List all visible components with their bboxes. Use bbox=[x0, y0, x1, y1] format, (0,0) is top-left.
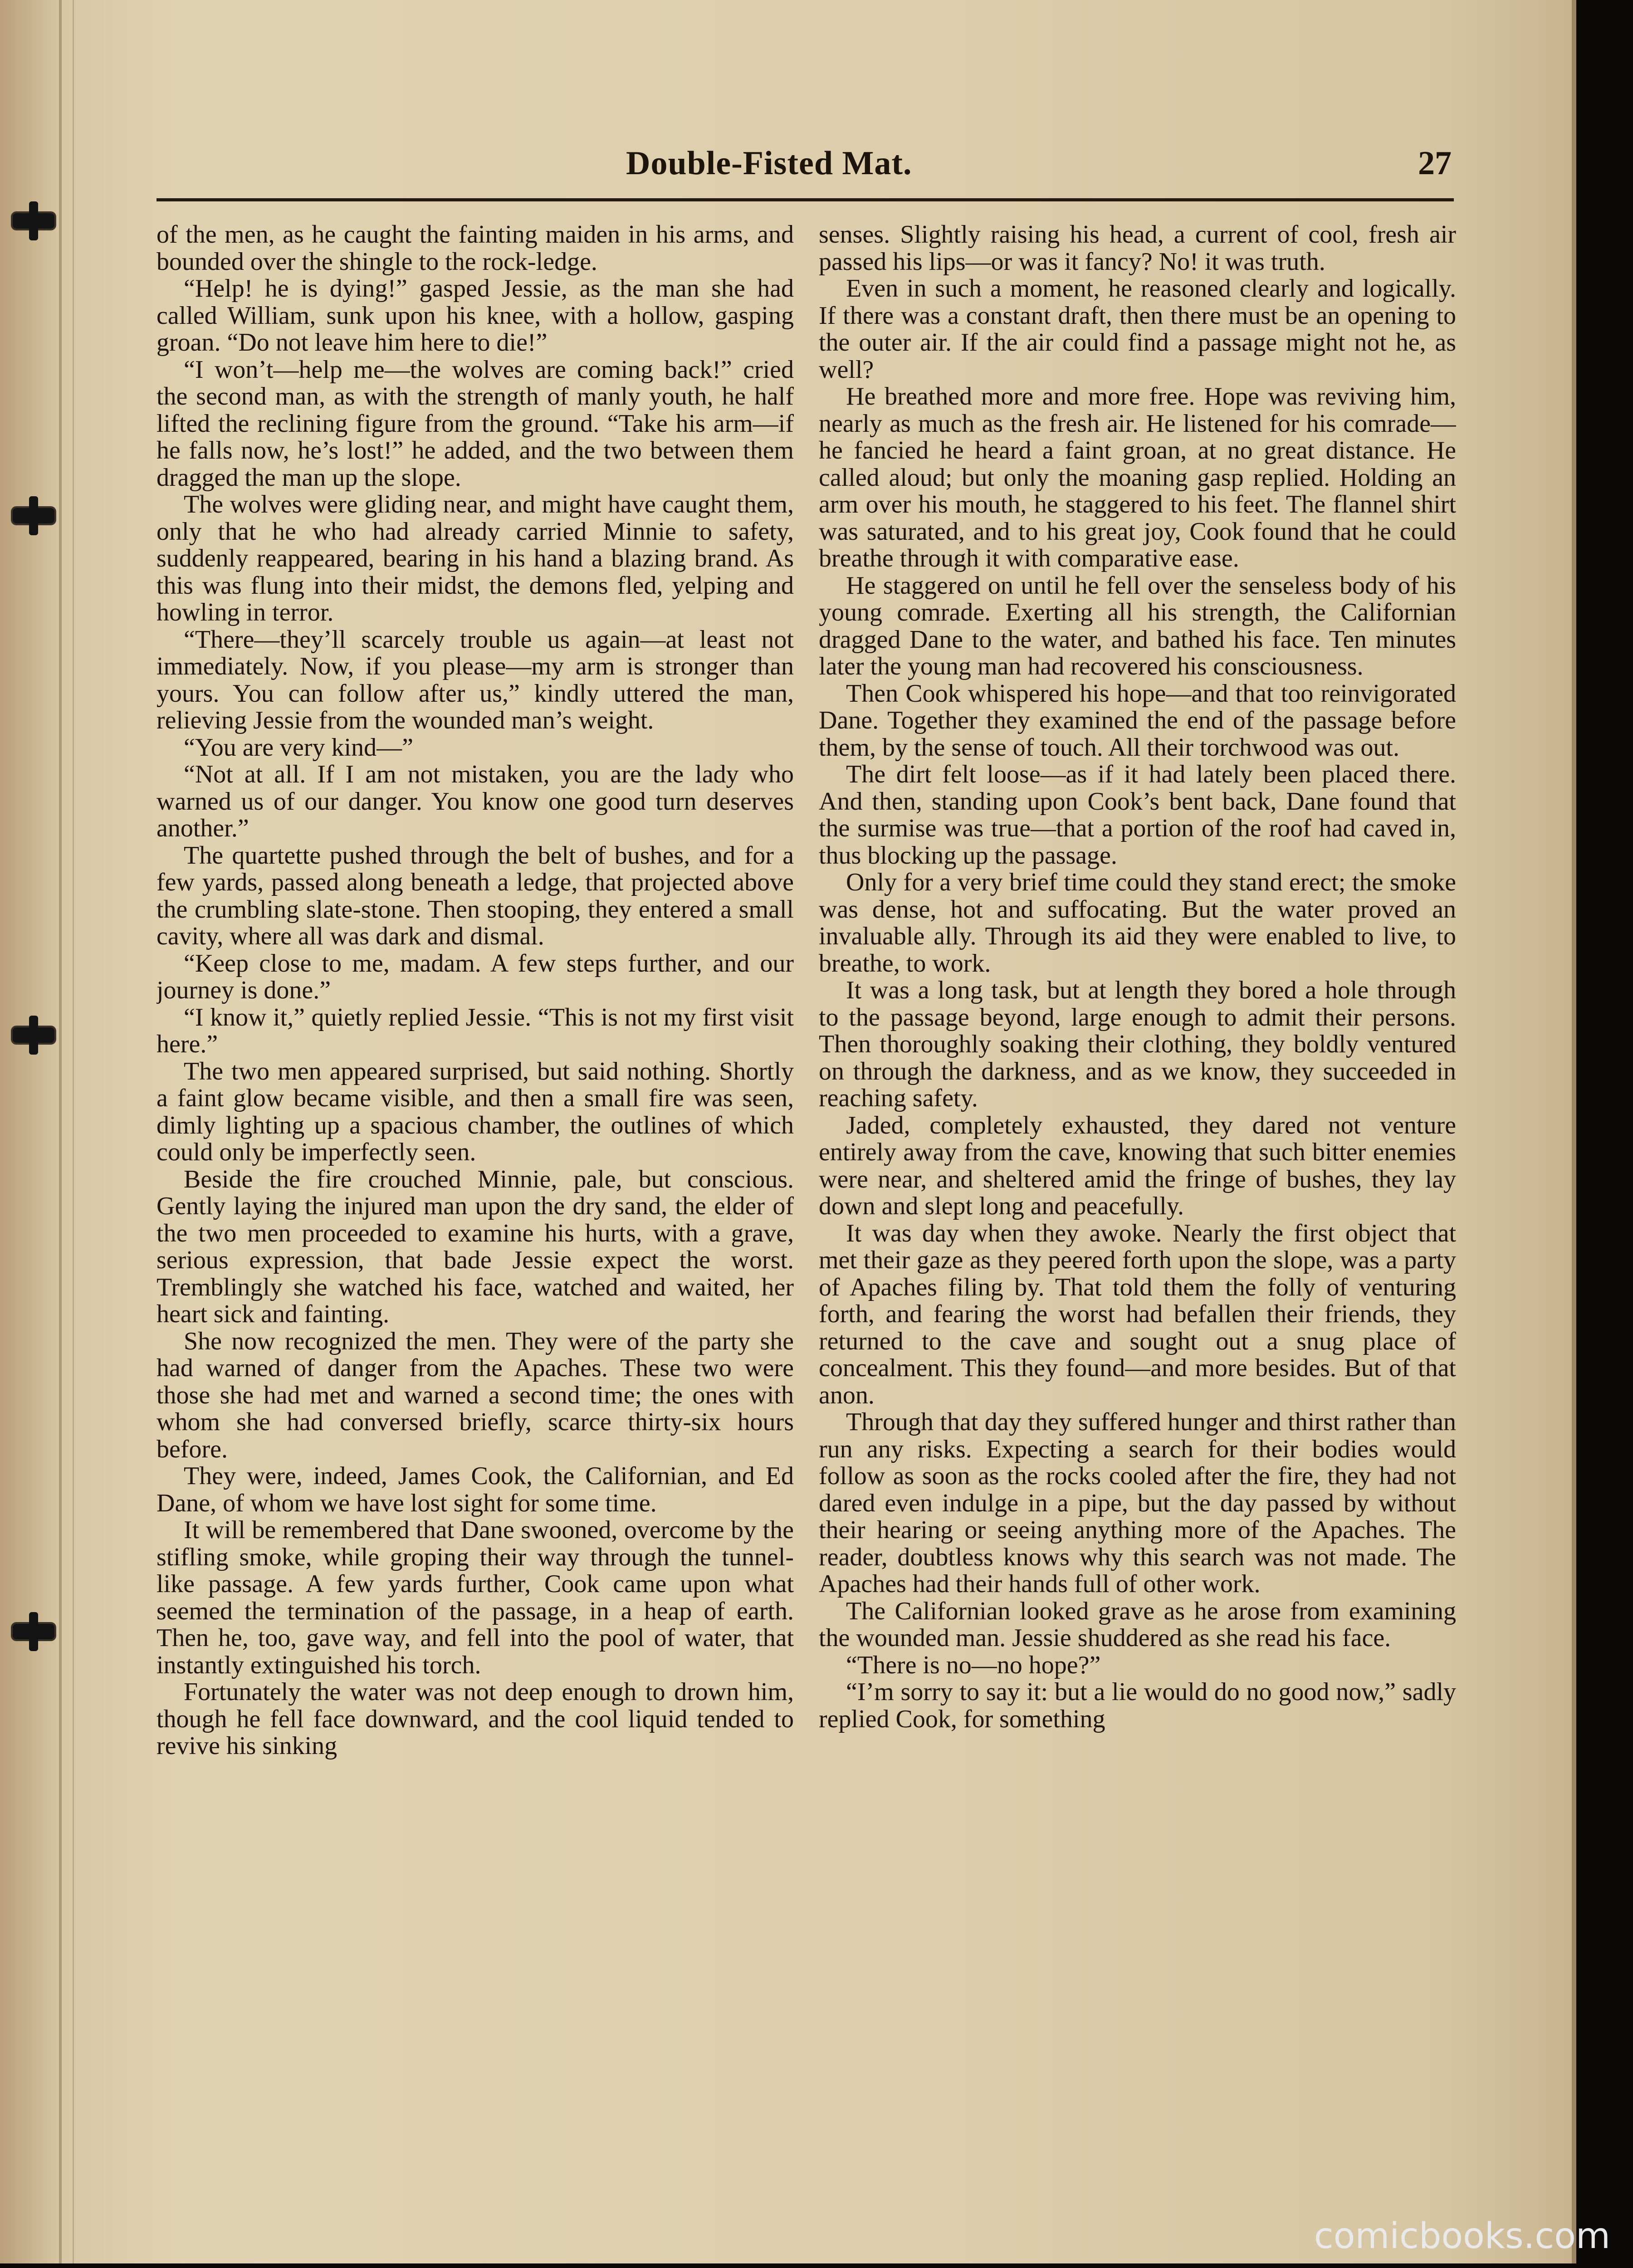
binding-staple bbox=[13, 1624, 54, 1639]
paragraph: It was day when they awoke. Nearly the first object that met their gaze as they peered forth upon the slope, was a party of Apaches filing by. That told them the folly of venturing forth, and fearing the worst had befallen their friends, they returned to the cave and sought out a snug place of concealment. This they found—and more besides. But of that anon. bbox=[819, 1219, 1456, 1409]
paragraph: It was a long task, but at length they bored a hole through to the passage beyond, large enough to admit their persons. Then thoroughly soaking their clothing, they boldly ventured on through the darkness, and as we know, they succeeded in reaching safety. bbox=[819, 976, 1456, 1112]
paragraph: Through that day they suffered hunger and thirst rather than run any risks. Expecting a search for their bodies would follow as soon as the rocks cooled after the fire, they had not dared even indulge in a pipe, but the day passed by without their hearing or seeing anything more of the Apaches. The reader, doubtless knows why this search was not made. The Apaches had their hands full of other work. bbox=[819, 1408, 1456, 1598]
paragraph: “I’m sorry to say it: but a lie would do no good now,” sadly replied Cook, for something bbox=[819, 1678, 1456, 1733]
paragraph: She now recognized the men. They were of the party she had warned of danger from the Apaches. These two were those she had met and warned a second time; the ones with whom she had conversed briefly, scarce thirty-six hours before. bbox=[156, 1327, 794, 1463]
paragraph: He breathed more and more free. Hope was reviving him, nearly as much as the fresh air. He listened for his comrade—he fancied he heard a faint groan, at no great distance. He called aloud; but only the moaning gasp replied. Holding an arm over his mouth, he staggered to his feet. The flannel shirt was saturated, and to his great joy, Cook found that he could breathe through it with comparative ease. bbox=[819, 382, 1456, 572]
right-column bbox=[819, 221, 1456, 2140]
paragraph: “There—they’ll scarcely trouble us again—at least not immediately. Now, if you please—my arm is stronger than yours. You can follow after us,” kindly uttered the man, relieving Jessie from the wounded man’s weight. bbox=[156, 625, 794, 734]
paragraph: Beside the fire crouched Minnie, pale, but conscious. Gently laying the injured man upon the dry sand, the elder of the two men proceeded to examine his hurts, with a grave, serious expression, that bade Jessie expect the worst. Tremblingly she watched his face, watched and waited, her heart sick and fainting. bbox=[156, 1165, 794, 1328]
paragraph: of the men, as he caught the fainting maiden in his arms, and bounded over the shingle to the rock-ledge. bbox=[156, 221, 794, 276]
paragraph: Even in such a moment, he reasoned clearly and logically. If there was a constant draft, then there must be an opening to the outer air. If the air could find a passage might not he, as well? bbox=[819, 274, 1456, 384]
paragraph: “Not at all. If I am not mistaken, you are the lady who warned us of our danger. You know one good turn deserves another.” bbox=[156, 760, 794, 842]
binding-staple bbox=[13, 1027, 54, 1043]
paragraph: “Keep close to me, madam. A few steps further, and our journey is done.” bbox=[156, 949, 794, 1004]
paragraph: It will be remembered that Dane swooned, overcome by the stifling smoke, while groping their way through the tunnel-like passage. A few yards further, Cook came upon what seemed the termination of the passage, in a heap of earth. Then he, too, gave way, and fell into the pool of water, that instantly extinguished his torch. bbox=[156, 1516, 794, 1679]
paragraph: “I won’t—help me—the wolves are coming back!” cried the second man, as with the strength of manly youth, he half lifted the reclining figure from the ground. “Take his arm—if he falls now, he’s lost!” he added, and the two between them dragged the man up the slope. bbox=[156, 355, 794, 492]
paragraph: senses. Slightly raising his head, a current of cool, fresh air passed his lips—or was it fancy? No! it was truth. bbox=[819, 221, 1456, 276]
paragraph: “There is no—no hope?” bbox=[846, 1651, 1101, 1679]
paragraph: The Californian looked grave as he arose from examining the wounded man. Jessie shuddered as she read his face. bbox=[819, 1597, 1456, 1652]
paragraph: The wolves were gliding near, and might have caught them, only that he who had already carried Minnie to safety, suddenly reappeared, bearing in his hand a blazing brand. As this was flung into their midst, the demons fled, yelping and howling in terror. bbox=[156, 490, 794, 626]
paragraph: The two men appeared surprised, but said nothing. Shortly a faint glow became visible, and then a small fire was seen, dimly lighting up a spacious chamber, the outlines of which could only be imperfectly seen. bbox=[156, 1057, 794, 1166]
page-number: 27 bbox=[1418, 145, 1452, 182]
left-column bbox=[156, 221, 794, 2140]
running-header-title: Double-Fisted Mat. bbox=[626, 145, 912, 182]
paragraph: They were, indeed, James Cook, the Californian, and Ed Dane, of whom we have lost sight for some time. bbox=[156, 1462, 794, 1517]
binding-staple bbox=[13, 508, 54, 523]
paragraph: The dirt felt loose—as if it had lately been placed there. And then, standing upon Cook’s bent back, Dane found that the surmise was true—that a portion of the roof had caved in, thus blocking up the passage. bbox=[819, 760, 1456, 870]
site-watermark: comicbooks.com bbox=[1314, 2216, 1610, 2257]
binding-gutter-line bbox=[73, 0, 74, 2263]
paragraph: “You are very kind—” bbox=[184, 733, 413, 762]
paragraph: Jaded, completely exhausted, they dared not venture entirely away from the cave, knowing that such bitter enemies were near, and sheltered amid the fringe of bushes, they lay down and slept long and peacefully. bbox=[819, 1111, 1456, 1220]
header-rule bbox=[156, 198, 1454, 201]
binding-gutter bbox=[59, 0, 62, 2263]
paragraph: Then Cook whispered his hope—and that too reinvigorated Dane. Together they examined the end of the passage before them, by the sense of touch. All their torchwood was out. bbox=[819, 679, 1456, 762]
paragraph: Only for a very brief time could they stand erect; the smoke was dense, hot and suffocating. But the water proved an invaluable ally. Through its aid they were enabled to live, to breathe, to work. bbox=[819, 868, 1456, 978]
binding-staple bbox=[13, 213, 54, 229]
paragraph: Fortunately the water was not deep enough to drown him, though he fell face downward, and the cool liquid tended to revive his sinking bbox=[156, 1678, 794, 1760]
paragraph: The quartette pushed through the belt of bushes, and for a few yards, passed along beneath a ledge, that projected above the crumbling slate-stone. Then stooping, they entered a small cavity, where all was dark and dismal. bbox=[156, 841, 794, 950]
paragraph: “I know it,” quietly replied Jessie. “This is not my first visit here.” bbox=[156, 1003, 794, 1058]
paragraph: “Help! he is dying!” gasped Jessie, as the man she had called William, sunk upon his knee, with a hollow, gasping groan. “Do not leave him here to die!” bbox=[156, 274, 794, 357]
paragraph: He staggered on until he fell over the senseless body of his young comrade. Exerting all his strength, the Californian dragged Dane to the water, and bathed his face. Ten minutes later the young man had recovered his consciousness. bbox=[819, 571, 1456, 680]
